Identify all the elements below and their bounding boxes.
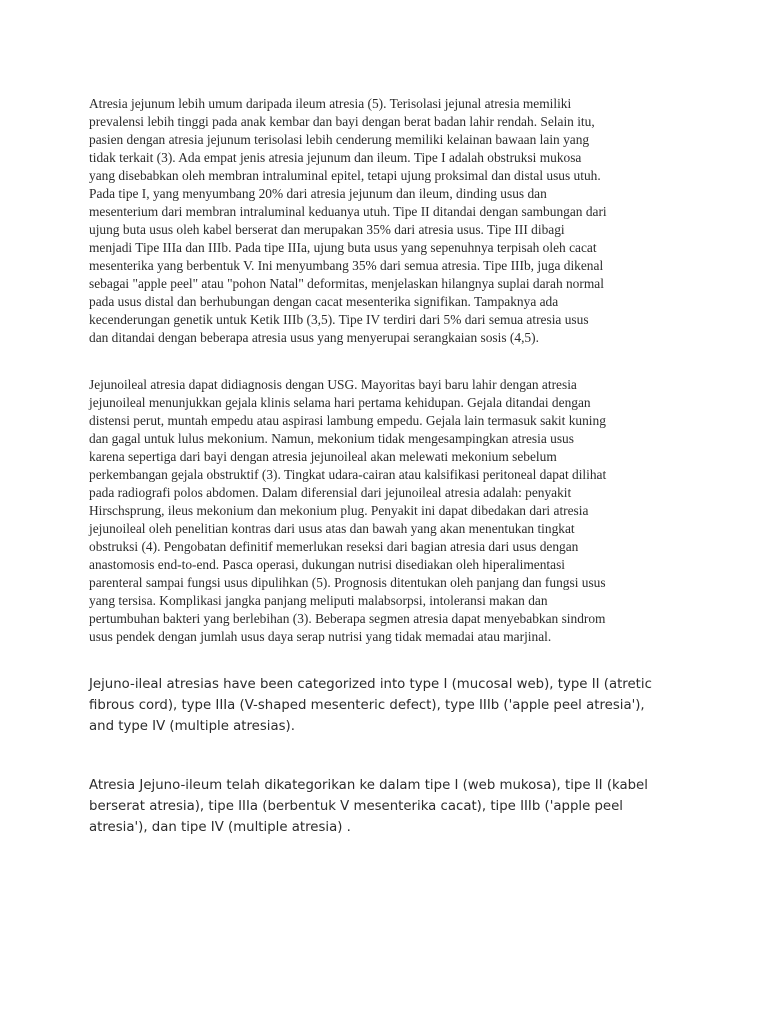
text-line: usus pendek dengan jumlah usus daya serap nutrisi yang tidak memadai atau marjinal. [89, 629, 552, 644]
paragraph-diagnosis-treatment [89, 376, 679, 646]
text-line: pasien dengan atresia jejunum terisolasi lebih cenderung memiliki kelainan bawaan lain yang [89, 132, 590, 147]
text-line: jejunoileal menunjukkan gejala klinis selama hari pertama kehidupan. Gejala ditandai dengan [89, 395, 591, 410]
text-line: obstruksi (4). Pengobatan definitif memerlukan reseksi dari bagian atresia dari usus dengan [89, 539, 579, 554]
text-line: pada usus distal dan berhubungan dengan cacat mesenterika signifikan. Tampaknya ada [89, 294, 559, 309]
text-line: dan ditandai dengan beberapa atresia usus yang menyerupai serangkaian sosis (4,5). [89, 330, 539, 345]
text-line: tidak terkait (3). Ada empat jenis atresia jejunum dan ileum. Tipe I adalah obstruksi mukosa [89, 150, 582, 165]
text-line: sebagai "apple peel" atau "pohon Natal" deformitas, menjelaskan hilangnya suplai darah normal [89, 276, 604, 291]
text-line: Jejuno-ileal atresias have been categorized into type I (mucosal web), type II (atretic [89, 677, 652, 692]
text-line: fibrous cord), type IIIa (V-shaped mesenteric defect), type IIIb ('apple peel atresia'), [89, 698, 645, 713]
paragraph-jejunum-atresia-types [89, 95, 679, 347]
text-line: mesenterika yang berbentuk V. Ini menyumbang 35% dari semua atresia. Tipe IIIb, juga dikenal [89, 258, 604, 273]
text-line: berserat atresia), tipe IIIa (berbentuk V mesenterika cacat), tipe IIIb ('apple peel [89, 799, 623, 814]
text-line: jejunoileal oleh penelitian kontras dari usus atas dan bawah yang akan menentukan tingkat [89, 521, 575, 536]
text-line: karena sepertiga dari bayi dengan atresia jejunoileal akan melewati mekonium sebelum [89, 449, 557, 464]
text-line: Atresia Jejuno-ileum telah dikategorikan ke dalam tipe I (web mukosa), tipe II (kabel [89, 778, 648, 793]
text-line: mesenterium dari membran intraluminal keduanya utuh. Tipe II ditandai dengan sambungan dari [89, 204, 607, 219]
text-line: yang disebabkan oleh membran intraluminal epitel, tetapi ujung proksimal dan distal usus utuh. [89, 168, 601, 183]
text-line: parenteral sampai fungsi usus dipulihkan (5). Prognosis ditentukan oleh panjang dan fungsi usus [89, 575, 606, 590]
text-line: pada radiografi polos abdomen. Dalam diferensial dari jejunoileal atresia adalah: penyakit [89, 485, 572, 500]
text-line: pertumbuhan bakteri yang berlebihan (3). Beberapa segmen atresia dapat menyebabkan sindrom [89, 611, 606, 626]
text-line: kecenderungan genetik untuk Ketik IIIb (3,5). Tipe IV terdiri dari 5% dari semua atresia usus [89, 312, 589, 327]
text-line: anastomosis end-to-end. Pasca operasi, dukungan nutrisi disediakan oleh hiperalimentasi [89, 557, 565, 572]
text-line: distensi perut, muntah empedu atau aspirasi lambung empedu. Gejala lain termasuk sakit kuning [89, 413, 606, 428]
text-line: Atresia jejunum lebih umum daripada ileum atresia (5). Terisolasi jejunal atresia memiliki [89, 96, 572, 111]
text-line: dan gagal untuk lulus mekonium. Namun, mekonium tidak mengesampingkan atresia usus [89, 431, 574, 446]
text-line: Pada tipe I, yang menyumbang 20% dari atresia jejunum dan ileum, dinding usus dan [89, 186, 547, 201]
paragraph-indonesian-classification [89, 775, 689, 838]
text-line: yang tersisa. Komplikasi jangka panjang meliputi malabsorpsi, intoleransi makan dan [89, 593, 548, 608]
text-line: prevalensi lebih tinggi pada anak kembar dan bayi dengan berat badan lahir rendah. Selain itu, [89, 114, 595, 129]
text-line: atresia'), dan tipe IV (multiple atresia) . [89, 820, 351, 835]
text-line: ujung buta usus oleh kabel berserat dan merupakan 35% dari atresia usus. Tipe III dibagi [89, 222, 565, 237]
paragraph-english-classification [89, 674, 689, 737]
text-line: menjadi Tipe IIIa dan IIIb. Pada tipe IIIa, ujung buta usus yang sepenuhnya terpisah oleh cacat [89, 240, 597, 255]
text-line: perkembangan gejala obstruktif (3). Tingkat udara-cairan atau kalsifikasi peritoneal dapat dilihat [89, 467, 607, 482]
text-line: Hirschsprung, ileus mekonium dan mekonium plug. Penyakit ini dapat dibedakan dari atresia [89, 503, 589, 518]
text-line: and type IV (multiple atresias). [89, 719, 295, 734]
text-line: Jejunoileal atresia dapat didiagnosis dengan USG. Mayoritas bayi baru lahir dengan atresia [89, 377, 577, 392]
